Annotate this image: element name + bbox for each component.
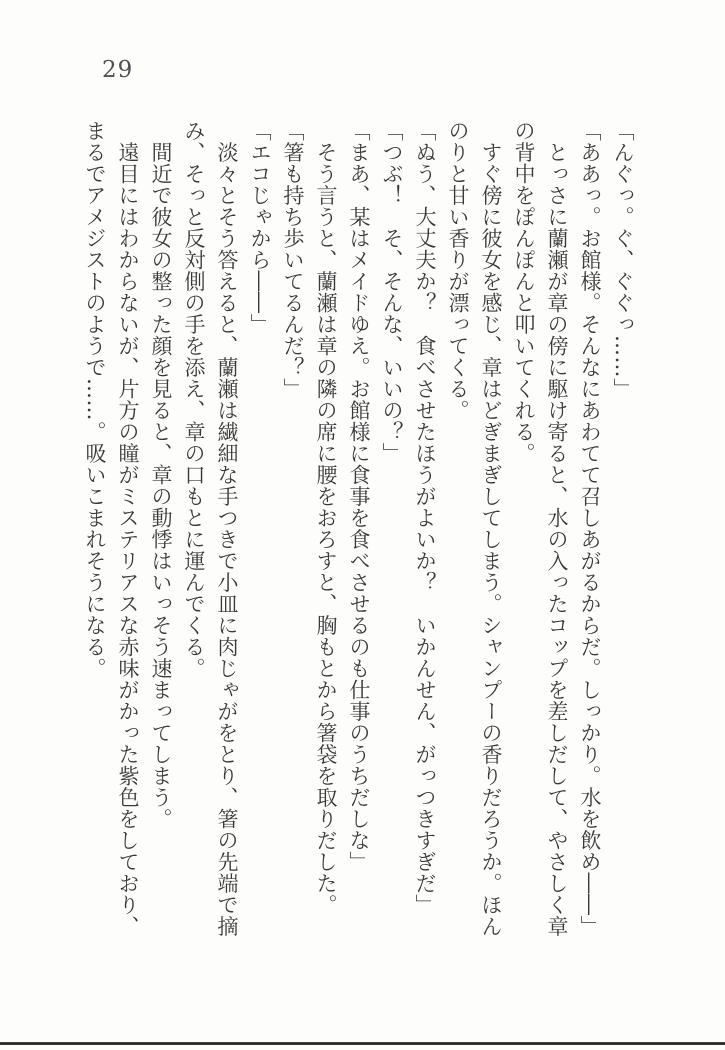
text-line: とっさに蘭瀬が章の傍に駆け寄ると、水の入ったコップを差しだして、やさしく章: [545, 120, 569, 937]
page-number: 29: [102, 57, 134, 83]
text-line: 「まあ、某はメイドゆえ。お館様に食事を食べさせるのも仕事のうちだしな」: [347, 120, 371, 873]
text-line: 「エコじゃから――」: [248, 120, 272, 335]
text-line: 間近で彼女の整った顔を見ると、章の動悸はいっそう速まってしまう。: [149, 120, 173, 830]
text-line: み、そっと反対側の手を添え、章の口もとに運んでくる。: [182, 120, 206, 679]
text-line: 「んぐっ。ぐ、ぐぐっ……」: [611, 120, 635, 400]
text-line: そう言うと、蘭瀬は章の隣の席に腰をおろすと、胸もとから箸袋を取りだした。: [314, 120, 338, 916]
text-line: 遠目にはわからないが、片方の瞳がミステリアスな赤味がかった紫色をしており、: [116, 120, 140, 937]
text-line: のりと甘い香りが漂ってくる。: [446, 120, 470, 421]
text-line: まるでアメジストのようで……。吸いこまれそうになる。: [83, 120, 107, 679]
text-line: 「ぬう、大丈夫か？ 食べさせたほうがよいか？ いかんせん、がっつきすぎだ」: [413, 120, 437, 916]
page-bottom-rule: [0, 1042, 725, 1045]
text-line: 「つぶ！ そ、そんな、いいの？」: [380, 120, 404, 464]
text-line: 淡々とそう答えると、蘭瀬は繊細な手つきで小皿に肉じゃがをとり、箸の先端で摘: [215, 120, 239, 937]
text-line: 「ああっ。お館様。そんなにあわてて召しあがるからだ。しっかり。水を飲め――」: [578, 120, 602, 937]
text-block: [78, 120, 639, 952]
text-line: の背中をぽんぽんと叩いてくれる。: [512, 120, 536, 464]
text-line: すぐ傍に彼女を感じ、章はどぎまぎしてしまう。シャンプーの香りだろうか。ほん: [479, 120, 503, 937]
text-line: 「箸も持ち歩いてるんだ？」: [281, 120, 305, 400]
